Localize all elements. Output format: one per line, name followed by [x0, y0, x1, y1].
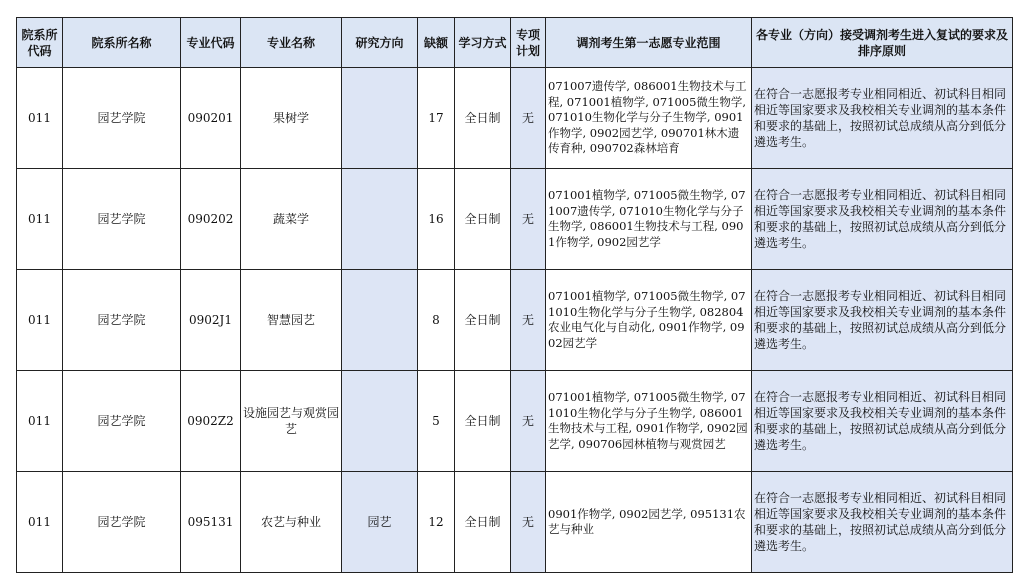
- cell-special-plan: 无: [511, 68, 546, 169]
- cell-special-plan: 无: [511, 169, 546, 270]
- cell-major-name: 设施园艺与观赏园艺: [241, 371, 342, 472]
- adjustment-table: [16, 17, 1013, 573]
- cell-dept-name: 园艺学院: [63, 68, 181, 169]
- cell-rule: 在符合一志愿报考专业相同相近、初试科目相同相近等国家要求及我校相关专业调剂的基本条件和要求的基础上，按照初试总成绩从高分到低分遴选考生。: [752, 371, 1013, 472]
- table-row: [17, 472, 1013, 573]
- header-rule: 各专业（方向）接受调剂考生进入复试的要求及排序原则: [752, 18, 1013, 68]
- cell-major-code: 095131: [181, 472, 241, 573]
- cell-dept-code: 011: [17, 169, 63, 270]
- cell-mode: 全日制: [455, 68, 511, 169]
- cell-vacancy: 17: [418, 68, 455, 169]
- header-vacancy: 缺额: [418, 18, 455, 68]
- cell-dept-name: 园艺学院: [63, 169, 181, 270]
- header-mode: 学习方式: [455, 18, 511, 68]
- cell-dept-name: 园艺学院: [63, 371, 181, 472]
- table-row: [17, 68, 1013, 169]
- cell-vacancy: 12: [418, 472, 455, 573]
- header-major-name: 专业名称: [241, 18, 342, 68]
- cell-major-name: 农艺与种业: [241, 472, 342, 573]
- cell-direction: [342, 371, 418, 472]
- cell-major-code: 0902Z2: [181, 371, 241, 472]
- cell-dept-code: 011: [17, 371, 63, 472]
- cell-special-plan: 无: [511, 371, 546, 472]
- cell-scope: 0901作物学, 0902园艺学, 095131农艺与种业: [546, 472, 752, 573]
- cell-scope: 071007遗传学, 086001生物技术与工程, 071001植物学, 071005微生物学, 071010生物化学与分子生物学, 0901作物学, 0902园艺学, 090701林木遗传育种, 090702森林培育: [546, 68, 752, 169]
- table-row: [17, 371, 1013, 472]
- cell-mode: 全日制: [455, 472, 511, 573]
- cell-scope: 071001植物学, 071005微生物学, 071010生物化学与分子生物学, 082804农业电气化与自动化, 0901作物学, 0902园艺学: [546, 270, 752, 371]
- header-special-plan: 专项计划: [511, 18, 546, 68]
- cell-major-code: 090202: [181, 169, 241, 270]
- cell-rule: 在符合一志愿报考专业相同相近、初试科目相同相近等国家要求及我校相关专业调剂的基本条件和要求的基础上，按照初试总成绩从高分到低分遴选考生。: [752, 169, 1013, 270]
- header-direction: 研究方向: [342, 18, 418, 68]
- cell-dept-name: 园艺学院: [63, 270, 181, 371]
- header-dept-code: 院系所代码: [17, 18, 63, 68]
- cell-dept-code: 011: [17, 270, 63, 371]
- cell-vacancy: 8: [418, 270, 455, 371]
- table-row: [17, 169, 1013, 270]
- cell-major-name: 蔬菜学: [241, 169, 342, 270]
- cell-major-code: 090201: [181, 68, 241, 169]
- cell-major-name: 果树学: [241, 68, 342, 169]
- cell-rule: 在符合一志愿报考专业相同相近、初试科目相同相近等国家要求及我校相关专业调剂的基本条件和要求的基础上，按照初试总成绩从高分到低分遴选考生。: [752, 472, 1013, 573]
- cell-vacancy: 5: [418, 371, 455, 472]
- table-row: [17, 270, 1013, 371]
- cell-dept-code: 011: [17, 472, 63, 573]
- cell-direction: [342, 169, 418, 270]
- cell-mode: 全日制: [455, 169, 511, 270]
- cell-rule: 在符合一志愿报考专业相同相近、初试科目相同相近等国家要求及我校相关专业调剂的基本条件和要求的基础上，按照初试总成绩从高分到低分遴选考生。: [752, 68, 1013, 169]
- cell-dept-code: 011: [17, 68, 63, 169]
- cell-mode: 全日制: [455, 371, 511, 472]
- cell-special-plan: 无: [511, 472, 546, 573]
- cell-scope: 071001植物学, 071005微生物学, 071010生物化学与分子生物学, 086001生物技术与工程, 0901作物学, 0902园艺学, 090706园林植物与观赏园艺: [546, 371, 752, 472]
- header-dept-name: 院系所名称: [63, 18, 181, 68]
- header-major-code: 专业代码: [181, 18, 241, 68]
- cell-scope: 071001植物学, 071005微生物学, 071007遗传学, 071010生物化学与分子生物学, 086001生物技术与工程, 0901作物学, 0902园艺学: [546, 169, 752, 270]
- cell-major-code: 0902J1: [181, 270, 241, 371]
- cell-dept-name: 园艺学院: [63, 472, 181, 573]
- cell-mode: 全日制: [455, 270, 511, 371]
- cell-direction: [342, 68, 418, 169]
- cell-special-plan: 无: [511, 270, 546, 371]
- cell-direction: 园艺: [342, 472, 418, 573]
- cell-rule: 在符合一志愿报考专业相同相近、初试科目相同相近等国家要求及我校相关专业调剂的基本条件和要求的基础上，按照初试总成绩从高分到低分遴选考生。: [752, 270, 1013, 371]
- cell-vacancy: 16: [418, 169, 455, 270]
- cell-major-name: 智慧园艺: [241, 270, 342, 371]
- header-scope: 调剂考生第一志愿专业范围: [546, 18, 752, 68]
- cell-direction: [342, 270, 418, 371]
- header-row: [17, 18, 1013, 68]
